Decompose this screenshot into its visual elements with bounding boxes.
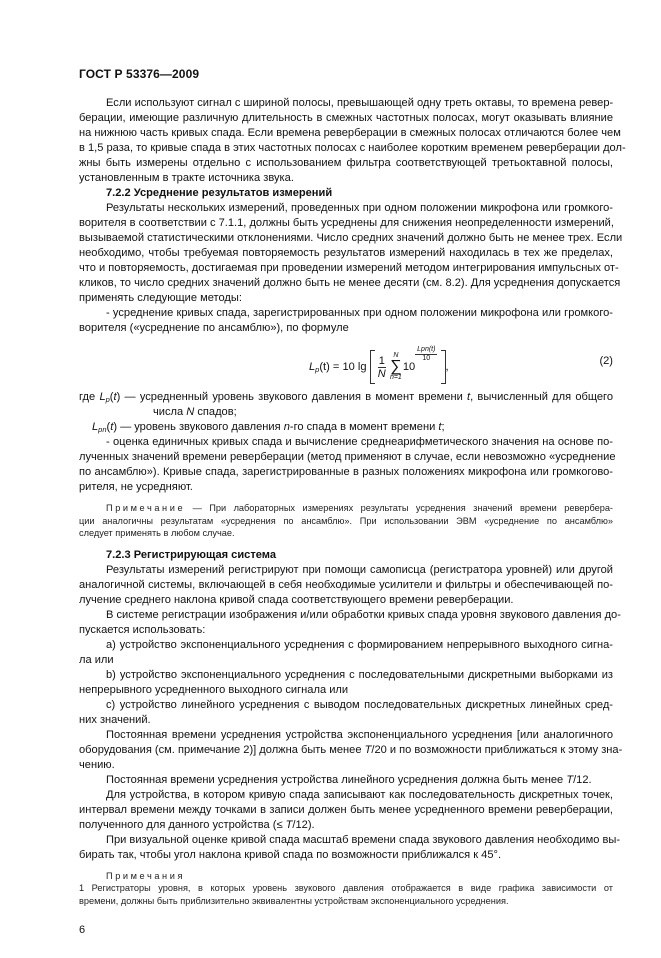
note-label: Примечания <box>106 870 186 881</box>
text-line: Для устройства, в котором кривую спада записывают как последовательность дискретных точек, <box>106 788 613 801</box>
paragraph <box>79 788 613 833</box>
text-line <box>79 773 613 788</box>
note-label: Примечание <box>106 503 186 513</box>
paragraph <box>79 638 613 668</box>
text-segment: где <box>79 391 100 403</box>
paragraph <box>79 608 621 638</box>
text-segment: pn <box>98 425 107 434</box>
text-line: вызываемой статистическими отклонениями. Число средних значений должно быть не менее трех. Если <box>79 232 623 244</box>
formula-fraction <box>378 355 386 380</box>
notes <box>79 870 613 908</box>
text-line: В системе регистрации изображения и/или обработки кривых спада уровня звукового давления до- <box>106 608 621 621</box>
sum-upper: N <box>393 352 399 360</box>
paragraph <box>79 773 613 788</box>
formula-eq: = 10 lg <box>329 361 367 373</box>
text-line: на нижнюю часть кривых спада. Если времена реверберации в смежных полосах отличаются более чем <box>79 127 621 139</box>
text-line: - оценка единичных кривых спада и вычисление среднеарифметического значения на основе по- <box>106 436 613 448</box>
paragraph <box>79 563 613 608</box>
text-segment: ( <box>109 391 114 403</box>
text-segment: p <box>105 395 110 404</box>
text-line: чению. <box>79 758 115 771</box>
text-segment: , вычисленный для общего <box>470 391 613 403</box>
text-line: них значений. <box>79 713 151 726</box>
fraction-numerator: 1 <box>378 354 385 367</box>
text-line: пускается использовать: <box>79 623 206 636</box>
text-segment: L <box>92 421 99 433</box>
text-segment: L <box>99 391 106 403</box>
text-segment: t <box>438 421 442 433</box>
text-line: c) устройство линейного усреднения с выводом последовательных дискретных линейных сред- <box>106 698 613 711</box>
text-line: 7.2.2 Усреднение результатов измерений <box>106 187 333 199</box>
text-segment: T <box>285 818 293 831</box>
text-line: применять следующие методы: <box>79 292 242 304</box>
text-segment: ) — усредненный уровень звукового давления в момент времени <box>116 391 468 403</box>
text-line: лучение среднего наклона кривой спада соответствующего времени реверберации. <box>79 593 514 606</box>
text-line: берации, имеющие различную длительность в смежных частотных полосах, могут оказывать влияние <box>79 112 613 124</box>
text-line: ворителя («усреднение по ансамблю»), по формуле <box>79 322 349 334</box>
text-line: рителя, не усредняют. <box>79 481 193 493</box>
formula-lhs: L <box>309 361 316 373</box>
document-page <box>79 0 626 958</box>
text-line: следует применять в любом случае. <box>79 528 235 538</box>
text-line <box>79 390 613 405</box>
text-line <box>79 818 613 833</box>
text-segment: t <box>113 391 117 403</box>
document-body <box>79 96 626 907</box>
text-segment: полученного для данного устройства (≤ <box>79 818 286 831</box>
sum-lower: n=1 <box>389 374 402 382</box>
text-line <box>79 420 613 435</box>
formula-lhs-arg: (t) <box>319 361 330 373</box>
text-line: a) устройство экспоненциального усреднения с формированием непрерывного выходного сигна- <box>106 638 613 651</box>
text-line: Постоянная времени усреднения устройства экспоненциального усреднения [или аналогичного <box>106 728 613 741</box>
text-line: Результаты нескольких измерений, проведенных при одном положении микрофона или громкого- <box>106 202 613 214</box>
section-heading <box>79 186 613 201</box>
section-heading <box>79 548 613 563</box>
text-segment: T <box>566 773 574 786</box>
text-line: 1 Регистраторы уровня, в которых уровень звукового давления отображается в виде графика зависимости от <box>79 883 613 893</box>
exponent-numerator: Lpn(t) <box>417 346 436 353</box>
text-line: - усреднение кривых спада, зарегистрированных при одном положении микрофона или громкого- <box>106 307 613 319</box>
text-line: ла или <box>79 653 114 666</box>
formula-sum <box>390 352 402 382</box>
text-segment: -го спада в момент времени <box>289 421 439 433</box>
paragraph <box>79 698 613 728</box>
sum-symbol: ∑ <box>390 358 402 376</box>
formula-base: 10 <box>402 361 416 373</box>
text-line: установленным в тракте источника звука. <box>79 172 294 184</box>
text-line: непрерывного усредненного выходного сигнала или <box>79 683 349 696</box>
formula-legend <box>79 390 613 435</box>
text-line: необходимо, чтобы требуемая повторяемость результатов измерений находилась в тех же пределах, <box>79 247 613 259</box>
text-line: жны быть измерены отдельно с использованием фильтра соответствующей третьоктавной полосы, <box>79 157 613 169</box>
text-line <box>79 502 613 515</box>
text-segment: /20 и по возможности приближаться к этому зна- <box>371 743 623 756</box>
fraction-denominator: N <box>377 367 386 380</box>
paragraph <box>79 833 621 863</box>
page-number: 6 <box>79 924 86 936</box>
text-line: ворителя в соответствии с 7.1.1, должны быть усреднены для снижения неопределенности измерений, <box>79 217 614 229</box>
note <box>79 502 613 540</box>
text-line: При визуальной оценке кривой спада масштаб времени спада звукового давления необходимо вы- <box>106 833 621 846</box>
left-bracket <box>370 350 375 384</box>
document-header: ГОСТ Р 53376—2009 <box>79 67 200 81</box>
paragraph <box>79 728 623 773</box>
text-line: по ансамблю»). Кривые спада, зарегистрированные в разных положениях микрофона или громкогово- <box>79 466 613 478</box>
text-segment: спадов; <box>194 406 237 418</box>
formula-2 <box>79 340 613 384</box>
text-line: кликов, то число средних значений должно быть не менее десяти (см. 8.2). Для усреднения допускается <box>79 277 621 289</box>
text-line <box>79 870 613 883</box>
text-segment: N <box>186 406 195 418</box>
text-segment: t <box>110 421 114 433</box>
formula-lhs-sub: p <box>315 365 320 374</box>
text-line: 7.2.3 Регистрирующая система <box>106 548 277 561</box>
text-line: времени, должны быть приблизительно эквивалентны устройствам экспоненциального усреднения. <box>79 895 509 906</box>
text-line <box>79 405 613 420</box>
text-line <box>79 743 623 758</box>
text-line: что и повторяемость, достигаемая при проведении измерений методом интегрирования импульсных от- <box>79 262 619 274</box>
paragraph <box>79 668 613 698</box>
formula-body <box>309 346 449 384</box>
text-line: бирать так, чтобы угол наклона кривой спада по возможности приближался к 45°. <box>79 848 502 861</box>
text-segment: n <box>283 421 290 433</box>
text-segment: /12). <box>292 818 315 831</box>
text-line: лученных значений времени реверберации (метод применяют в случае, если невозможно «усреднение <box>79 451 616 463</box>
text-segment: t <box>467 391 471 403</box>
text-segment: числа <box>153 406 187 418</box>
text-line: аналогичной системы, включающей в себя необходимые усилители и фильтры и обеспечивающей по- <box>79 578 613 591</box>
text-segment: /12. <box>573 773 592 786</box>
exponent-denominator: 10 <box>422 355 431 362</box>
text-segment: Постоянная времени усреднения устройства линейного усреднения должна быть менее <box>106 773 567 786</box>
text-segment: — При лабораторных измерениях результаты усреднения значений времени ревербера- <box>185 503 613 513</box>
formula-comma: , <box>445 361 449 373</box>
text-line: в 1,5 раза, то кривые спада в этих частотных полосах с наиболее коротким временем реверберации дол- <box>79 142 626 154</box>
text-line: b) устройство экспоненциального усреднения с последовательными дискретными выборками из <box>106 668 613 681</box>
formula-exponent <box>415 346 437 363</box>
text-segment: ) — уровень звукового давления <box>113 421 284 433</box>
text-line: Если используют сигнал с шириной полосы, превышающей одну треть октавы, то времена ревер- <box>106 97 614 109</box>
text-line: интервал времени между точками в записи должен быть менее усредненного времени реверберации, <box>79 803 613 816</box>
paragraph <box>79 96 626 186</box>
text-segment: T <box>364 743 372 756</box>
text-line: Результаты измерений регистрируют при помощи самописца (регистратора уровней) или другой <box>106 563 613 576</box>
text-segment: оборудования (см. примечание 2)] должна быть менее <box>79 743 365 756</box>
paragraph <box>79 435 616 495</box>
paragraph <box>79 306 613 336</box>
text-segment: ; <box>441 421 445 433</box>
text-line: ции аналогичны результатам «усреднения по ансамблю». При использовании ЭВМ «усреднение по ансамблю» <box>79 515 613 526</box>
paragraph <box>79 201 623 306</box>
formula-number: (2) <box>599 355 613 367</box>
text-segment: ( <box>106 421 111 433</box>
